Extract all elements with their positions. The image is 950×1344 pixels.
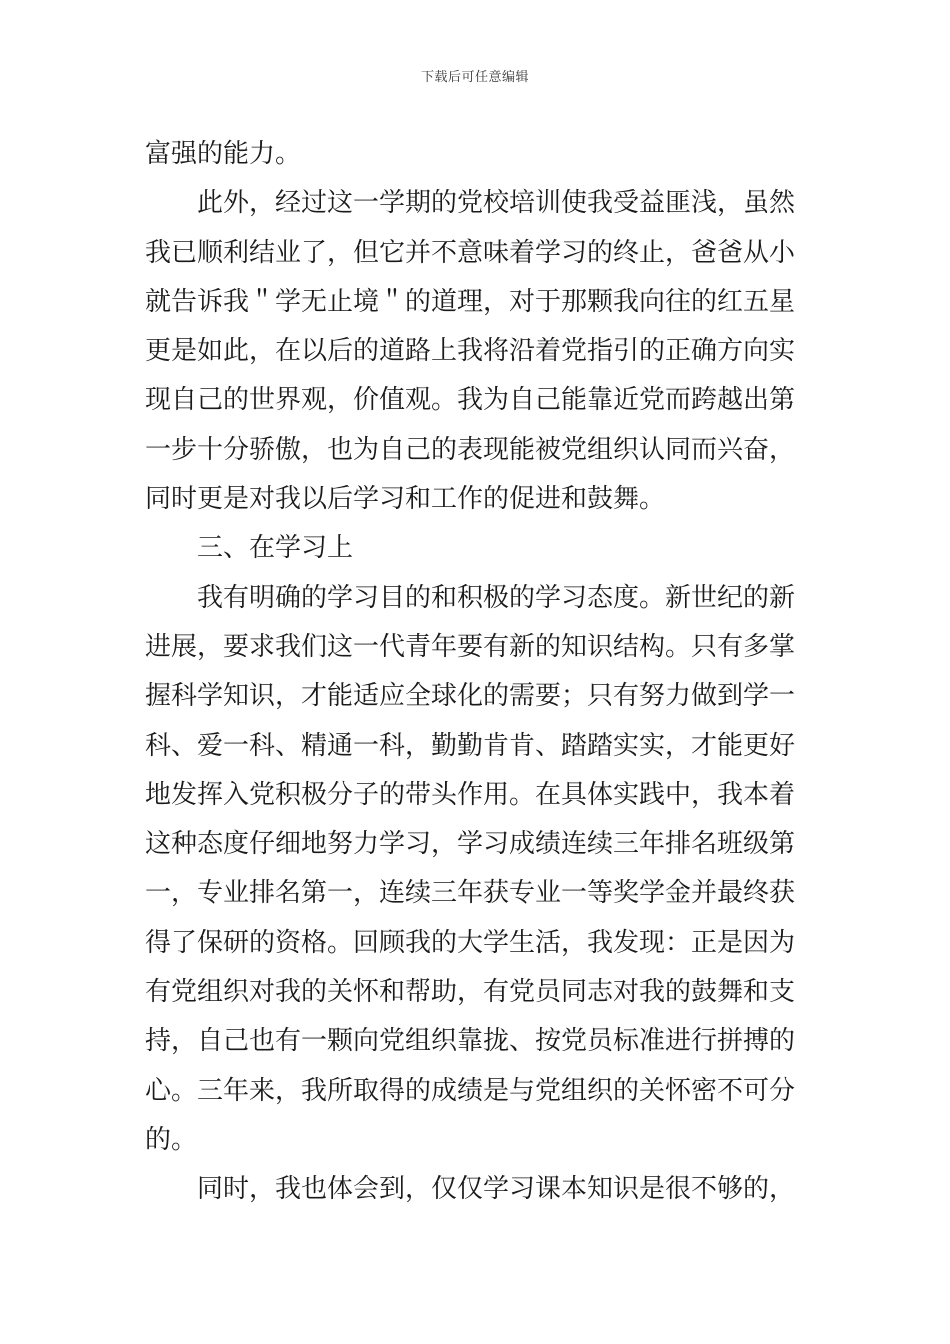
text-line: 握科学知识，才能适应全球化的需要；只有努力做到学一 [145, 681, 796, 712]
text-line: 心。三年来，我所取得的成绩是与党组织的关怀密不可分 [145, 1075, 796, 1106]
text-line: 一步十分骄傲，也为自己的表现能被党组织认同而兴奋， [145, 434, 796, 465]
text-line: 此外，经过这一学期的党校培训使我受益匪浅，虽然 [197, 188, 796, 219]
text-line: 现自己的世界观，价值观。我为自己能靠近党而跨越出第 [145, 385, 796, 416]
text-line: 地发挥入党积极分子的带头作用。在具体实践中，我本着 [145, 779, 796, 810]
text-line: 的。 [145, 1124, 198, 1155]
page-header: 下载后可任意编辑 [420, 70, 529, 85]
document-body [145, 130, 815, 1215]
text-line: 有党组织对我的关怀和帮助，有党员同志对我的鼓舞和支 [145, 977, 796, 1008]
text-line: 同时，我也体会到，仅仅学习课本知识是很不够的， [197, 1174, 796, 1205]
text-line: 科、爱一科、精通一科，勤勤肯肯、踏踏实实，才能更好 [145, 730, 796, 761]
text-line: 三、在学习上 [197, 533, 354, 564]
text-line: 一，专业排名第一，连续三年获专业一等奖学金并最终获 [145, 878, 796, 909]
text-line: 得了保研的资格。回顾我的大学生活，我发现：正是因为 [145, 927, 796, 958]
text-line: 我已顺利结业了，但它并不意味着学习的终止，爸爸从小 [145, 237, 796, 268]
text-line: 持，自己也有一颗向党组织靠拢、按党员标准进行拼搏的 [145, 1026, 796, 1057]
text-line: 富强的能力。 [145, 139, 302, 169]
text-line: 同时更是对我以后学习和工作的促进和鼓舞。 [145, 484, 666, 515]
text-line: 更是如此，在以后的道路上我将沿着党指引的正确方向实 [145, 336, 796, 367]
text-line: 进展，要求我们这一代青年要有新的知识结构。只有多掌 [145, 631, 796, 662]
text-line: 我有明确的学习目的和积极的学习态度。新世纪的新 [197, 582, 796, 613]
text-line: 这种态度仔细地努力学习，学习成绩连续三年排名班级第 [145, 829, 796, 860]
text-line: 就告诉我＂学无止境＂的道理，对于那颗我向往的红五星 [145, 286, 796, 317]
